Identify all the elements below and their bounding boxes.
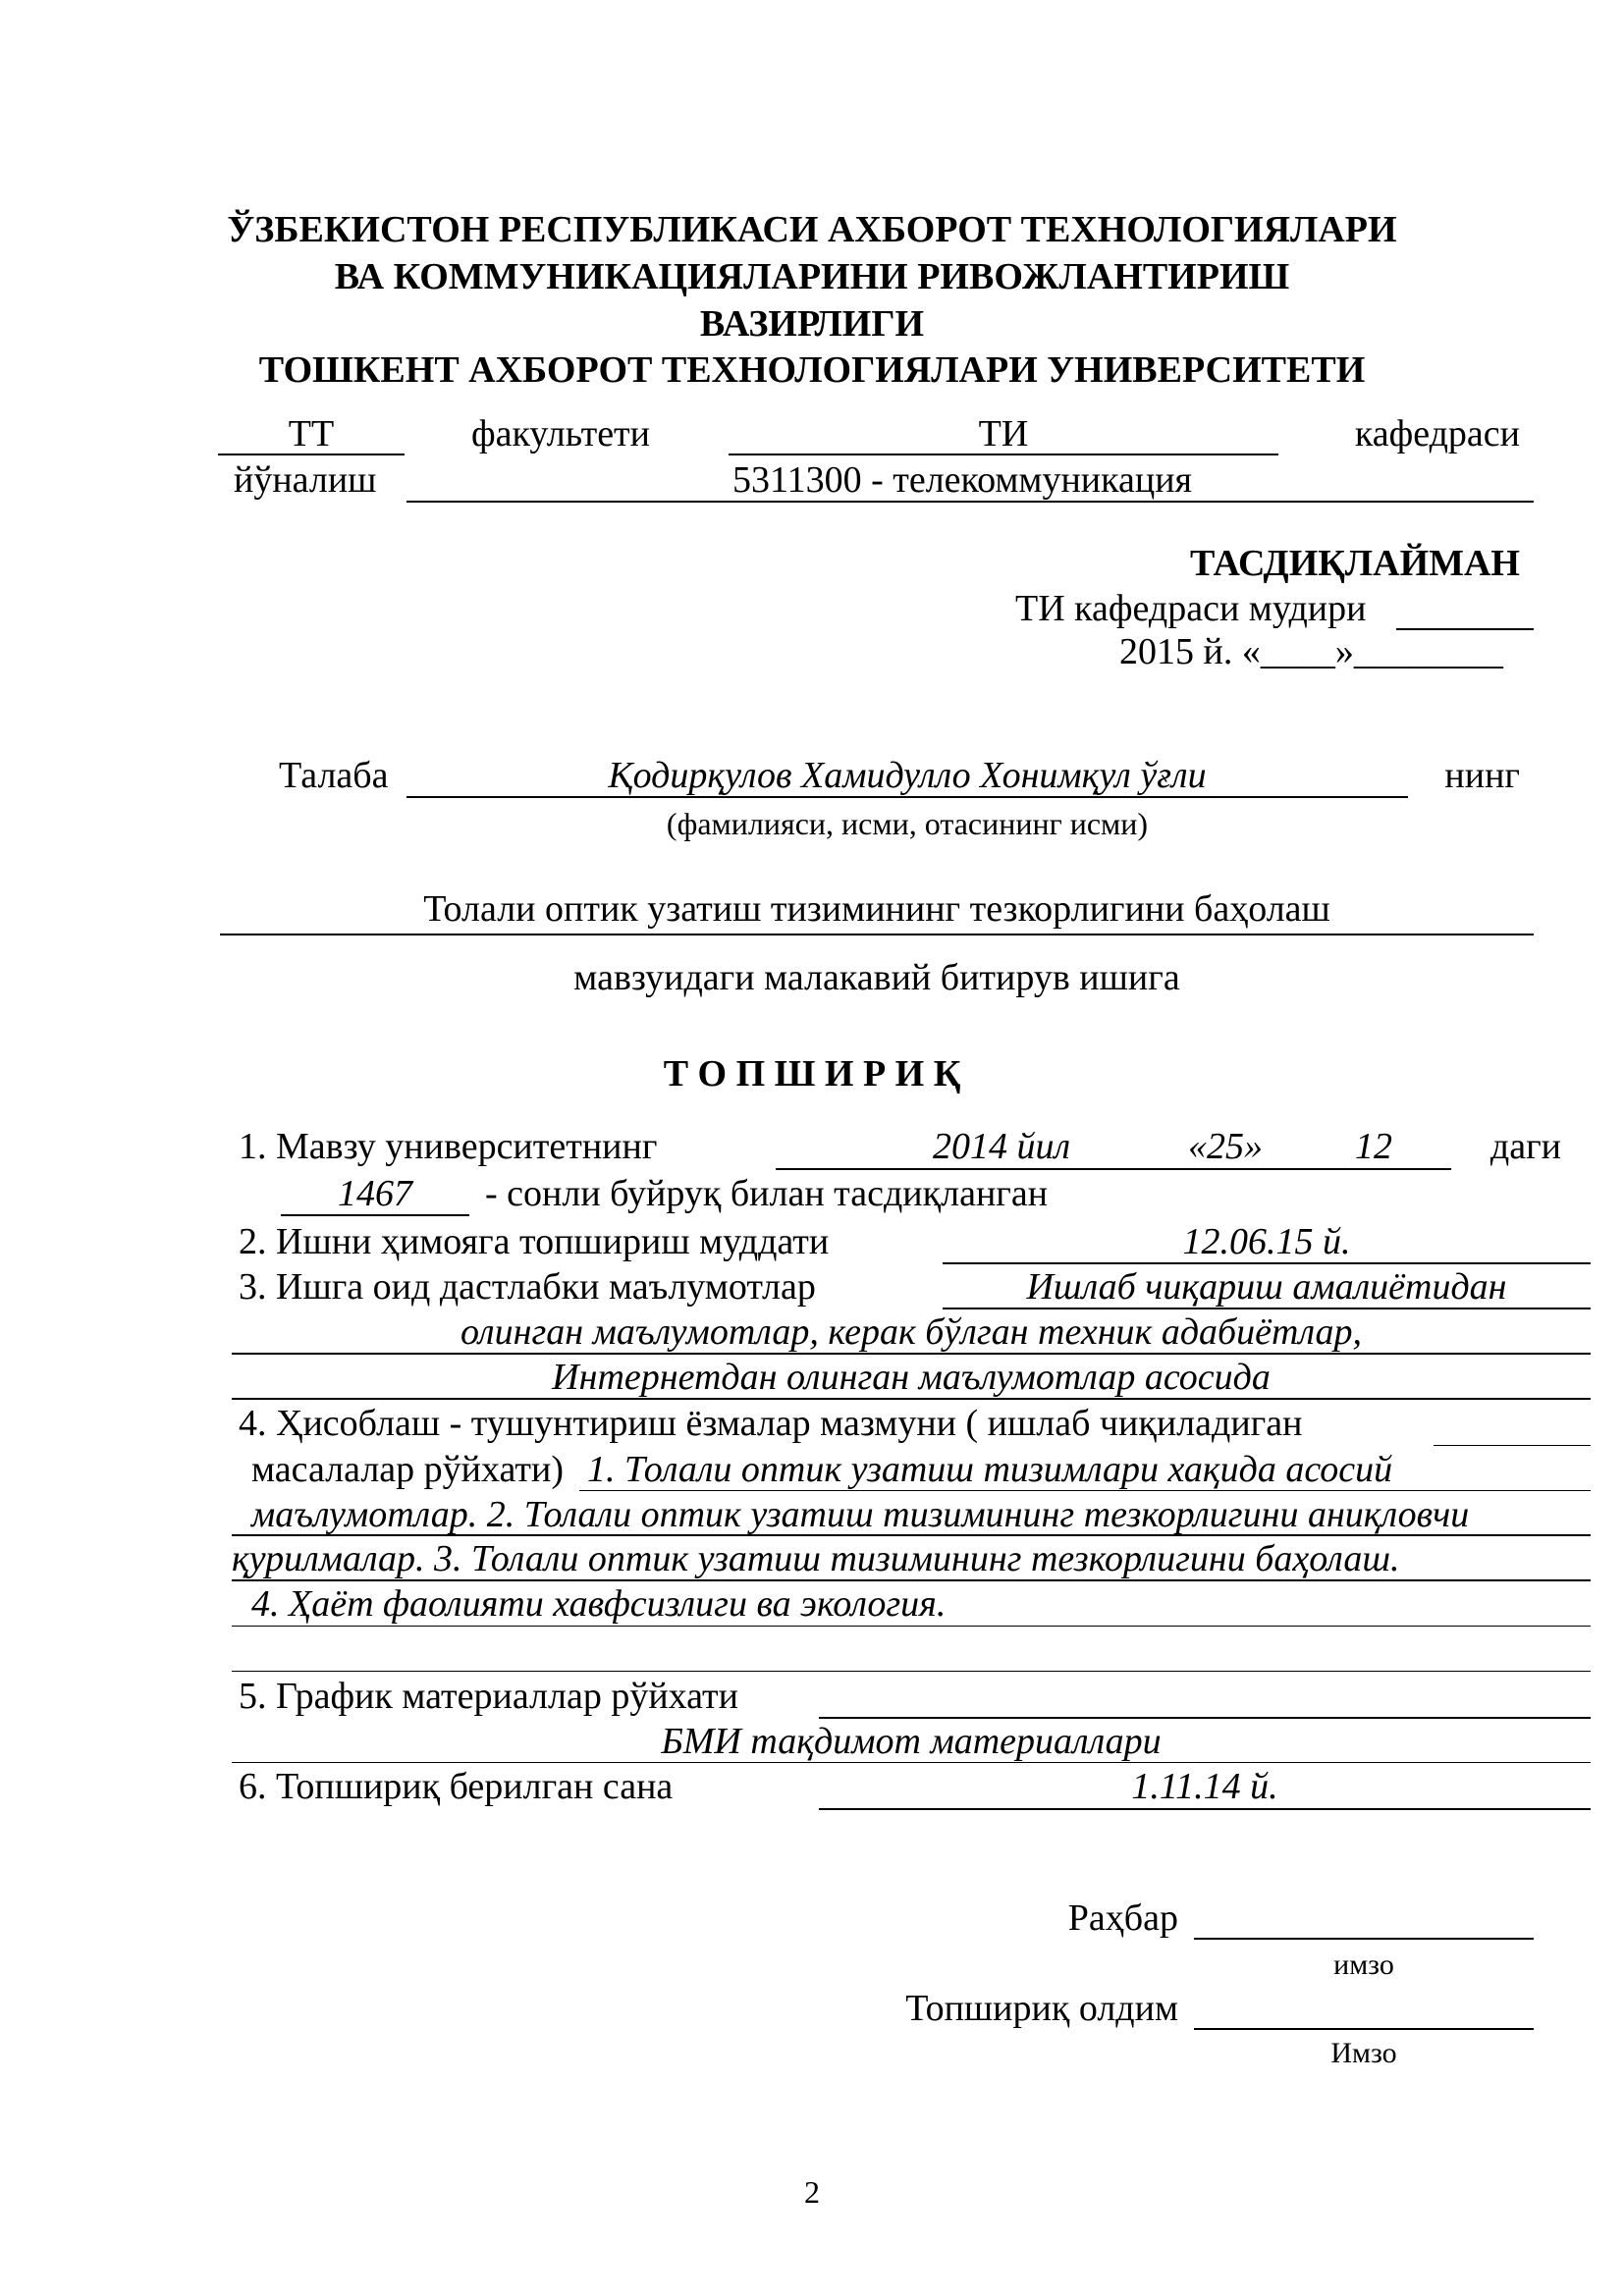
item-2-value: 12.06.15 й. (1182, 1221, 1351, 1262)
item-1-date-underline (776, 1168, 1451, 1170)
student-label: Талаба (279, 755, 389, 796)
department-label: кафедраси (1354, 413, 1520, 454)
item-1-suffix: даги (1489, 1126, 1561, 1167)
item-1-order-underline (281, 1214, 469, 1216)
item-2-label: 2. Ишни ҳимояга топшириш муддати (239, 1221, 830, 1262)
item-3-value-2: олинган маълумотлар, керак бўлган техник адабиётлар, (460, 1311, 1362, 1353)
item-4-underline-5 (232, 1671, 1591, 1672)
student-caption: (фамилияси, исми, отасининг исми) (666, 806, 1149, 841)
received-caption: Имзо (1330, 2037, 1397, 2069)
faculty-underline (218, 454, 405, 455)
university-name: ТОШКЕНТ АХБОРОТ ТЕХНОЛОГИЯЛАРИ УНИВЕРСИТЕТИ (258, 349, 1366, 391)
item-4-label-1: 4. Ҳисоблаш - тушунтириш ёзмалар мазмуни ( ишлаб чиқиладиган (239, 1403, 1303, 1444)
item-4-value-1: 1. Толали оптик узатиш тизимлари хақида асосий (587, 1449, 1393, 1490)
item-5-value: БМИ тақдимот материаллари (661, 1721, 1162, 1762)
approval-date: 2015 й. «____»________ (1119, 631, 1503, 672)
ministry-line-1: ЎЗБЕКИСТОН РЕСПУБЛИКАСИ АХБОРОТ ТЕХНОЛОГИЯЛАРИ (227, 209, 1397, 250)
direction-underline (406, 501, 1534, 503)
topic-underline (220, 934, 1534, 935)
direction-value: 5311300 - телекоммуникация (732, 459, 1193, 501)
received-signature-line (1194, 2028, 1534, 2030)
item-6-value: 1.11.14 й. (1131, 1766, 1278, 1807)
faculty-value: ТТ (288, 413, 335, 454)
department-underline (729, 454, 1278, 455)
item-1-month: 12 (1355, 1126, 1392, 1167)
item-4-underline-0 (1434, 1445, 1591, 1446)
student-suffix: нинг (1444, 755, 1520, 796)
item-1-day: «25» (1188, 1126, 1263, 1167)
item-4-underline-1 (579, 1490, 1591, 1491)
item-6-underline (819, 1808, 1591, 1810)
approval-head-label: ТИ кафедраси мудири (1015, 588, 1367, 629)
item-5-label: 5. График материаллар рўйхати (239, 1676, 738, 1717)
received-label: Топшириқ олдим (905, 1988, 1178, 2029)
item-3-value-3: Интернетдан олинган маълумотлар асосида (552, 1357, 1271, 1398)
item-3-underline-1 (943, 1308, 1591, 1309)
item-4-underline-3 (232, 1579, 1591, 1581)
page-number: 2 (804, 2174, 820, 2210)
item-4-value-4: 4. Ҳаёт фаолияти хавфсизлиги ва экология. (251, 1583, 947, 1625)
item-4-label-2: масалалар рўйхати) (251, 1449, 564, 1490)
item-3-label: 3. Ишга оид дастлабки маълумотлар (239, 1266, 816, 1308)
item-1-order-number: 1467 (338, 1173, 412, 1214)
item-1-order-text: - сонли буйруқ билан тасдиқланган (485, 1173, 1049, 1214)
item-4-value-2: маълумотлар. 2. Толали оптик узатиш тизимининг тезкорлигини аниқловчи (251, 1494, 1470, 1535)
supervisor-signature-line (1194, 1938, 1534, 1940)
item-6-label: 6. Топшириқ берилган сана (239, 1766, 674, 1807)
item-4-underline-4 (232, 1626, 1591, 1627)
approval-title: ТАСДИҚЛАЙМАН (1190, 543, 1520, 584)
department-value: ТИ (978, 413, 1029, 454)
ministry-line-3: ВАЗИРЛИГИ (699, 303, 925, 345)
item-3-underline-2 (232, 1353, 1591, 1355)
item-5-underline-1 (819, 1717, 1591, 1719)
ministry-line-2: ВА КОММУНИКАЦИЯЛАРИНИ РИВОЖЛАНТИРИШ (334, 256, 1290, 297)
task-title: Т О П Ш И Р И Қ (663, 1053, 961, 1095)
student-name: Қодирқулов Хамидулло Хонимқул ўғли (608, 755, 1207, 796)
item-4-underline-2 (232, 1534, 1591, 1536)
item-4-value-3: қурилмалар. 3. Толали оптик узатиш тизимининг тезкорлигини баҳолаш. (232, 1538, 1400, 1579)
supervisor-caption: имзо (1333, 1949, 1394, 1981)
item-3-underline-3 (232, 1398, 1591, 1400)
faculty-label: факультети (471, 413, 651, 454)
item-3-value-1: Ишлаб чиқариш амалиётидан (1026, 1266, 1507, 1308)
item-1-year: 2014 йил (933, 1126, 1071, 1167)
topic-subtitle: мавзуидаги малакавий битирув ишига (573, 957, 1180, 998)
topic-title: Толали оптик узатиш тизимининг тезкорлигини баҳолаш (423, 888, 1330, 930)
item-5-underline-2 (232, 1762, 1591, 1763)
item-1-label: 1. Мавзу университетнинг (239, 1126, 658, 1167)
direction-label: йўналиш (234, 459, 377, 501)
item-2-underline (943, 1262, 1591, 1264)
supervisor-label: Раҳбар (1067, 1897, 1178, 1939)
student-name-underline (406, 796, 1408, 798)
